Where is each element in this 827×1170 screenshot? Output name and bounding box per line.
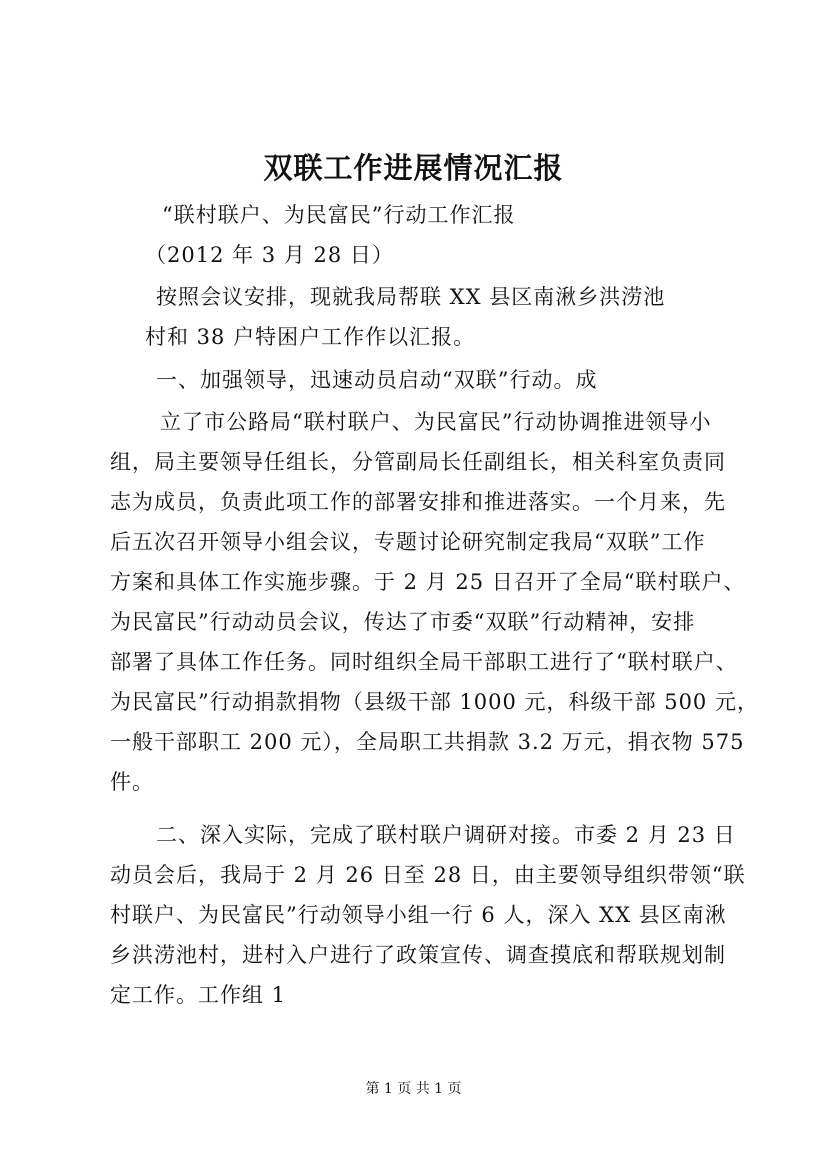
paragraph-line: 部署了具体工作任务。同时组织全局干部职工进行了“联村联户、 <box>110 650 738 674</box>
paragraph-line: 志为成员，负责此项工作的部署安排和推进落实。一个月来，先 <box>110 490 726 514</box>
page-footer: 第 1 页 共 1 页 <box>365 1081 462 1097</box>
paragraph-line: 后五次召开领导小组会议，专题讨论研究制定我局“双联”工作 <box>110 530 706 554</box>
section-heading: 二、深入实际，完成了联村联户调研对接。市委 2 月 23 日 <box>156 823 736 847</box>
paragraph-line: 动员会后，我局于 2 月 26 日至 28 日，由主要领导组织带领“联 <box>110 863 746 887</box>
document-date: （2012 年 3 月 28 日） <box>145 243 394 267</box>
paragraph-line: 为民富民”行动捐款捐物（县级干部 1000 元，科级干部 500 元， <box>110 690 759 714</box>
paragraph-line: 件。 <box>110 770 154 794</box>
paragraph-line: 方案和具体工作实施步骤。于 2 月 25 日召开了全局“联村联户、 <box>110 570 746 594</box>
section-heading: 一、加强领导，迅速动员启动“双联”行动。成 <box>156 368 598 392</box>
intro-line: 按照会议安排，现就我局帮联 XX 县区南湫乡洪涝池 <box>156 285 666 309</box>
paragraph-line: 村联户、为民富民”行动领导小组一行 6 人，深入 XX 县区南湫 <box>110 903 727 927</box>
paragraph-line: 定工作。工作组 1 <box>110 983 287 1007</box>
paragraph-line: 组，局主要领导任组长，分管副局长任副组长，相关科室负责同 <box>110 450 726 474</box>
document-title: 双联工作进展情况汇报 <box>263 151 564 185</box>
paragraph-line: 为民富民”行动动员会议，传达了市委“双联”行动精神，安排 <box>110 610 696 634</box>
paragraph-line: 一般干部职工 200 元），全局职工共捐款 3.2 万元，捐衣物 575 <box>110 730 745 754</box>
document-subtitle: “联村联户、为民富民”行动工作汇报 <box>162 203 516 227</box>
intro-line: 村和 38 户特困户工作作以汇报。 <box>145 325 476 349</box>
paragraph-line: 立了市公路局“联村联户、为民富民”行动协调推进领导小 <box>160 410 712 434</box>
paragraph-line: 乡洪涝池村，进村入户进行了政策宣传、调查摸底和帮联规划制 <box>110 943 726 967</box>
